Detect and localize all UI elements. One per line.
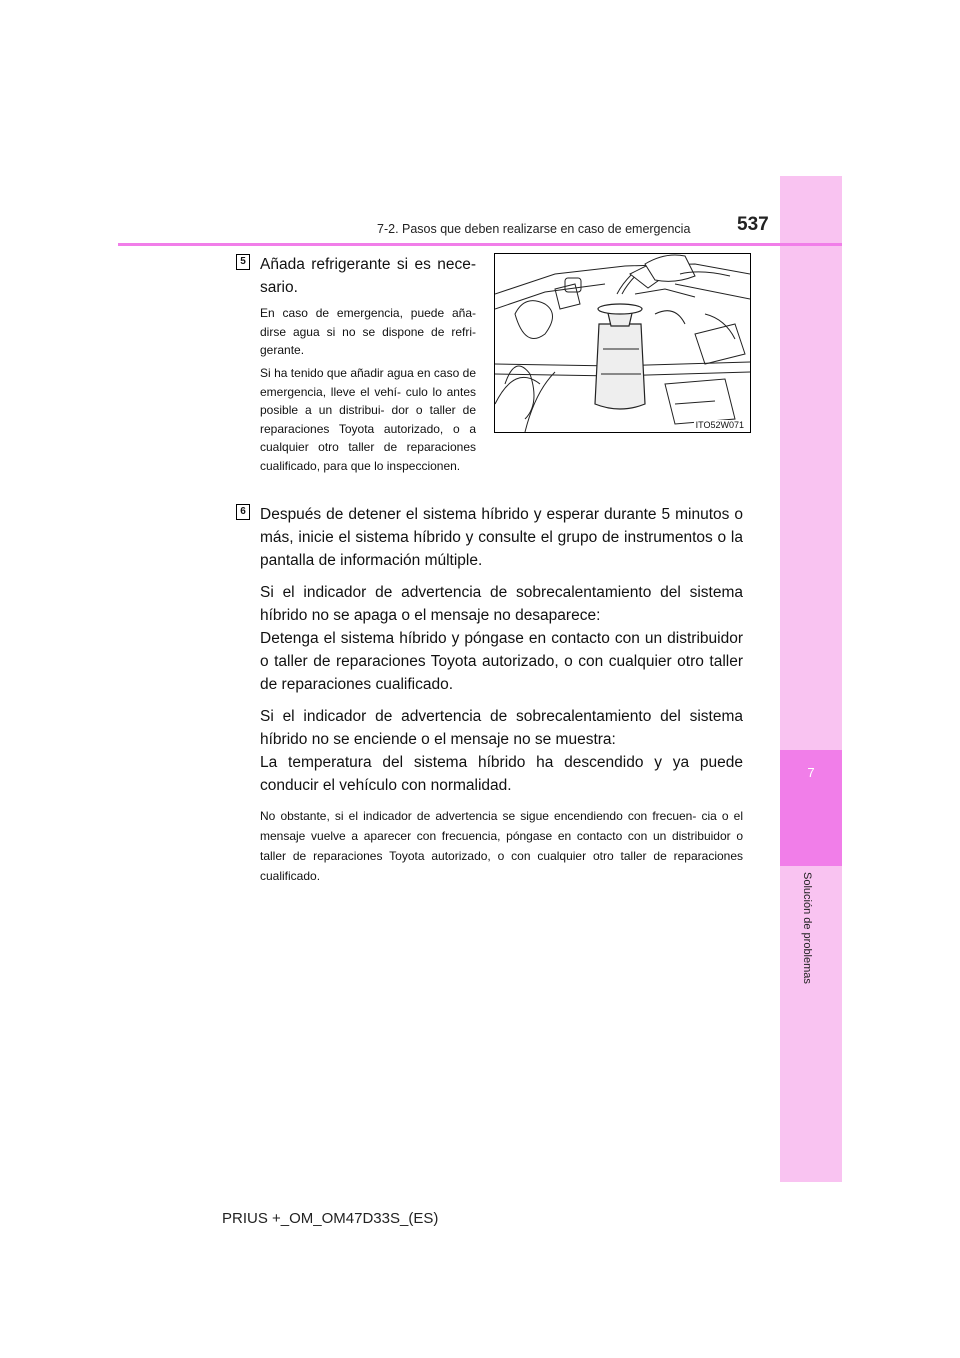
step-5-number: 5	[236, 254, 250, 270]
step-6-paragraph-3	[260, 705, 743, 797]
section-header-title: 7-2. Pasos que deben realizarse en caso de emergencia	[377, 222, 691, 236]
coolant-reservoir-illustration	[494, 253, 751, 433]
step-6-paragraph-2	[260, 581, 743, 696]
step-5-title: Añada refrigerante si es nece- sario.	[260, 256, 476, 296]
figure-code-label: ITO52W071	[695, 420, 744, 430]
step-6-condition-2: Si el indicador de advertencia de sobrecalentamiento del sistema híbrido no se enciende o el mensaje no se muestra:	[260, 708, 743, 748]
step-6-body	[260, 503, 743, 895]
side-chapter-title: Solución de problemas	[801, 872, 813, 984]
page-number: 537	[737, 214, 769, 235]
step-6-action-2: La temperatura del sistema híbrido ha descendido y ya puede conducir el vehículo con normalidad.	[260, 754, 743, 794]
step-6-condition-1: Si el indicador de advertencia de sobrecalentamiento del sistema híbrido no se apaga o el mensaje no desaparece:	[260, 584, 743, 624]
step-5-note-2: Si ha tenido que añadir agua en caso de emergencia, lleve el vehí- culo lo antes posible a un distribui- dor o taller de reparaciones Toyota autorizado, o a cualquier otro taller de reparaciones cualificado, para que lo inspeccionen.	[260, 366, 476, 473]
step-6-note: No obstante, si el indicador de advertencia se sigue encendiendo con frecuen- cia o el mensaje vuelve a aparecer con frecuencia, póngase en contacto con un distribuidor o taller de reparaciones Toyota autorizado, o con cualquier otro taller de reparaciones cualificado.	[260, 809, 743, 883]
footer-doc-code: PRIUS +_OM_OM47D33S_(ES)	[222, 1210, 439, 1227]
step-6-paragraph-1: Después de detener el sistema híbrido y esperar durante 5 minutos o más, inicie el sistema híbrido y consulte el grupo de instrumentos o la pantalla de información múltiple.	[260, 506, 743, 569]
engine-bay-drawing	[495, 254, 750, 432]
step-6-number: 6	[236, 504, 250, 520]
header-rule	[118, 243, 842, 246]
step-5-note-1: En caso de emergencia, puede aña- dirse agua si no se dispone de refri- gerante.	[260, 306, 476, 357]
step-6-action-1: Detenga el sistema híbrido y póngase en contacto con un distribuidor o taller de reparaciones Toyota autorizado, o con cualquier otro taller de reparaciones cualificado.	[260, 630, 743, 693]
side-chapter-number: 7	[807, 765, 815, 780]
side-chapter-tab	[780, 176, 842, 1182]
